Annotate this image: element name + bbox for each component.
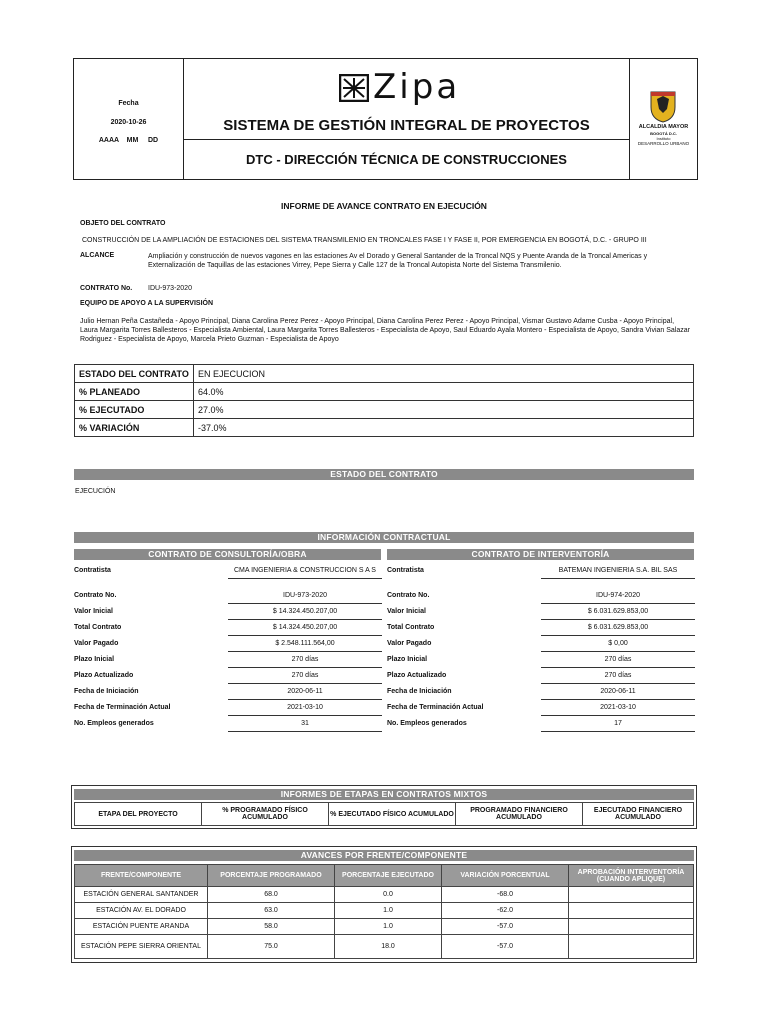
document-header	[73, 58, 698, 180]
alcance-label: ALCANCE	[80, 252, 115, 259]
ejecutado-cell: 0.0	[335, 887, 442, 903]
logo-line2: BOGOTÁ D.C.	[650, 131, 677, 136]
contract-field-value: $ 6.031.629.853,00	[541, 608, 695, 620]
avances-header: PORCENTAJE EJECUTADO	[335, 865, 442, 887]
programado-cell: 58.0	[208, 919, 335, 935]
frente-cell: ESTACIÓN GENERAL SANTANDER	[75, 887, 208, 903]
etapas-header: PROGRAMADO FINANCIERO ACUMULADO	[456, 803, 583, 826]
contract-field-value: 2020-06-11	[228, 688, 382, 700]
etapas-header: % PROGRAMADO FÍSICO ACUMULADO	[202, 803, 329, 826]
avances-header: PORCENTAJE PROGRAMADO	[208, 865, 335, 887]
consultoria-bar: CONTRATO DE CONSULTORÍA/OBRA	[74, 549, 381, 560]
contract-field-label: Fecha de Terminación Actual	[74, 704, 171, 711]
contract-field-value: $ 14.324.450.207,00	[228, 624, 382, 636]
contract-field-label: Valor Inicial	[387, 608, 426, 615]
table-row	[75, 887, 694, 903]
alcance-value: Ampliación y construcción de nuevos vagones en las estaciones Av el Dorado y General Santander de la Troncal NQS y Puente Aranda de la Troncal Americas y Externalización de Taquillas de las estaciones Virrey, Pepe Sierra y Calle 127 de la Troncal Autopista Norte del Sistema Transmilenio.	[148, 253, 648, 269]
contrato-label: CONTRATO No.	[80, 285, 133, 292]
contract-field-value: IDU-974-2020	[541, 592, 695, 604]
contract-field-value: 31	[228, 720, 382, 732]
status-table	[74, 364, 694, 437]
contract-field-label: Fecha de Iniciación	[74, 688, 139, 695]
contract-field-value: 270 días	[228, 656, 382, 668]
date-box	[74, 59, 184, 179]
contract-field-value: 270 días	[541, 656, 695, 668]
variacion-cell: -62.0	[442, 903, 569, 919]
contrato-value: IDU-973-2020	[148, 285, 192, 292]
contract-field-label: Fecha de Terminación Actual	[387, 704, 484, 711]
variacion-cell: -57.0	[442, 919, 569, 935]
contract-field-label: Valor Pagado	[387, 640, 432, 647]
programado-cell: 68.0	[208, 887, 335, 903]
coat-of-arms-icon	[648, 89, 678, 123]
contract-field-value: 17	[541, 720, 695, 732]
estado-section-value: EJECUCIÓN	[75, 488, 116, 495]
contract-field-value: 270 días	[228, 672, 382, 684]
contract-field-label: No. Empleos generados	[387, 720, 467, 727]
etapas-bar: INFORMES DE ETAPAS EN CONTRATOS MIXTOS	[74, 789, 694, 800]
contract-field-label: Plazo Actualizado	[387, 672, 447, 679]
frente-cell: ESTACIÓN AV. EL DORADO	[75, 903, 208, 919]
logo-line1: ALCALDIA MAYOR	[638, 124, 689, 130]
frente-cell: ESTACIÓN PUENTE ARANDA	[75, 919, 208, 935]
logo-line3: Instituto	[656, 136, 671, 141]
frente-cell: ESTACIÓN PEPE SIERRA ORIENTAL	[75, 935, 208, 959]
status-row	[75, 365, 694, 383]
contract-field-label: Contrato No.	[387, 592, 430, 599]
variacion-cell: -68.0	[442, 887, 569, 903]
objeto-value: CONSTRUCCIÓN DE LA AMPLIACIÓN DE ESTACIONES DEL SISTEMA TRANSMILENIO EN TRONCALES FASE I Y FASE II, POR EMERGENCIA EN BOGOTÁ, D.C. - GRUPO III	[82, 237, 647, 244]
zipa-logo-text: Zipa	[373, 67, 461, 107]
ejecutado-cell: 18.0	[335, 935, 442, 959]
ejecutado-cell: 1.0	[335, 903, 442, 919]
aprobacion-cell	[569, 935, 694, 959]
avances-header: VARIACIÓN PORCENTUAL	[442, 865, 569, 887]
contract-field-value: $ 2.548.111.564,00	[228, 640, 382, 652]
zipa-logo	[339, 67, 460, 107]
contract-field-label: Contratista	[387, 567, 424, 574]
status-label: ESTADO DEL CONTRATO	[75, 365, 194, 383]
aprobacion-cell	[569, 903, 694, 919]
logo-line4: DESARROLLO URBANO	[637, 141, 690, 146]
status-label: % PLANEADO	[75, 383, 194, 401]
date-format: AAAA MM DD	[98, 137, 159, 144]
etapas-header: % EJECUTADO FÍSICO ACUMULADO	[329, 803, 456, 826]
contract-field-label: Contratista	[74, 567, 111, 574]
aprobacion-cell	[569, 887, 694, 903]
objeto-label: OBJETO DEL CONTRATO	[80, 220, 166, 227]
fecha-label: Fecha	[118, 100, 139, 107]
equipo-label: EQUIPO DE APOYO A LA SUPERVISIÓN	[80, 300, 214, 307]
header-divider	[184, 139, 629, 140]
contract-field-label: Plazo Inicial	[74, 656, 115, 663]
table-row	[75, 903, 694, 919]
department-title: DTC - DIRECCIÓN TÉCNICA DE CONSTRUCCIONES	[246, 152, 567, 167]
table-row	[75, 919, 694, 935]
etapas-table	[74, 802, 694, 826]
contract-field-value: CMA INGENIERIA & CONSTRUCCION S A S	[228, 567, 382, 579]
avances-header: FRENTE/COMPONENTE	[75, 865, 208, 887]
equipo-value: Julio Hernan Peña Castañeda - Apoyo Principal, Diana Carolina Perez Perez - Apoyo Principal, Diana Carolina Perez Perez - Apoyo Principal, Vismar Gustavo Adame Cusba - Apoyo Principal, Laura Margarita Torres Ballesteros - Especialista Ambiental, Laura Margarita Torres Ballesteros - Especialista de Apoyo, Saul Eduardo Ayala Montero - Especialista de Apoyo, Sandra Vivian Salazar Rodriguez - Especialista de Apoyo, Marcela Prieto Guzman - Especialista de Apoyo	[80, 318, 690, 343]
contract-field-value: 270 días	[541, 672, 695, 684]
estado-section-bar: ESTADO DEL CONTRATO	[74, 469, 694, 480]
etapas-header: ETAPA DEL PROYECTO	[75, 803, 202, 826]
contract-field-value: BATEMAN INGENIERIA S.A. BIL SAS	[541, 567, 695, 579]
contract-field-value: IDU-973-2020	[228, 592, 382, 604]
etapas-header: EJECUTADO FINANCIERO ACUMULADO	[583, 803, 694, 826]
avances-box	[71, 846, 697, 963]
contract-field-value: 2021-03-10	[541, 704, 695, 716]
interventoria-bar: CONTRATO DE INTERVENTORÍA	[387, 549, 694, 560]
status-value: EN EJECUCION	[194, 365, 694, 383]
contract-field-label: Total Contrato	[74, 624, 122, 631]
avances-header: APROBACIÓN INTERVENTORÍA (CUANDO APLIQUE)	[569, 865, 694, 887]
status-row	[75, 383, 694, 401]
table-row	[75, 935, 694, 959]
contract-field-value: $ 6.031.629.853,00	[541, 624, 695, 636]
contract-field-label: Plazo Actualizado	[74, 672, 134, 679]
status-label: % EJECUTADO	[75, 401, 194, 419]
status-value: -37.0%	[194, 419, 694, 437]
contract-field-label: Valor Pagado	[74, 640, 119, 647]
status-value: 27.0%	[194, 401, 694, 419]
programado-cell: 75.0	[208, 935, 335, 959]
contract-field-value: $ 14.324.450.207,00	[228, 608, 382, 620]
system-title: SISTEMA DE GESTIÓN INTEGRAL DE PROYECTOS	[223, 117, 590, 134]
contract-field-value: 2020-06-11	[541, 688, 695, 700]
avances-table	[74, 864, 694, 959]
status-value: 64.0%	[194, 383, 694, 401]
info-contractual-bar: INFORMACIÓN CONTRACTUAL	[74, 532, 694, 543]
institution-logo	[629, 59, 697, 179]
status-row	[75, 419, 694, 437]
contract-field-label: Contrato No.	[74, 592, 117, 599]
contract-field-value: 2021-03-10	[228, 704, 382, 716]
contract-field-value: $ 0,00	[541, 640, 695, 652]
contract-field-label: Total Contrato	[387, 624, 435, 631]
etapas-box	[71, 785, 697, 829]
fecha-value: 2020-10-26	[110, 119, 147, 126]
contract-field-label: No. Empleos generados	[74, 720, 154, 727]
contract-field-label: Fecha de Iniciación	[387, 688, 452, 695]
ejecutado-cell: 1.0	[335, 919, 442, 935]
report-title: INFORME DE AVANCE CONTRATO EN EJECUCIÓN	[281, 201, 487, 211]
aprobacion-cell	[569, 919, 694, 935]
status-row	[75, 401, 694, 419]
programado-cell: 63.0	[208, 903, 335, 919]
zipa-logo-mark-icon	[339, 74, 369, 102]
contract-field-label: Valor Inicial	[74, 608, 113, 615]
status-label: % VARIACIÓN	[75, 419, 194, 437]
contract-field-label: Plazo Inicial	[387, 656, 428, 663]
avances-bar: AVANCES POR FRENTE/COMPONENTE	[74, 850, 694, 861]
variacion-cell: -57.0	[442, 935, 569, 959]
